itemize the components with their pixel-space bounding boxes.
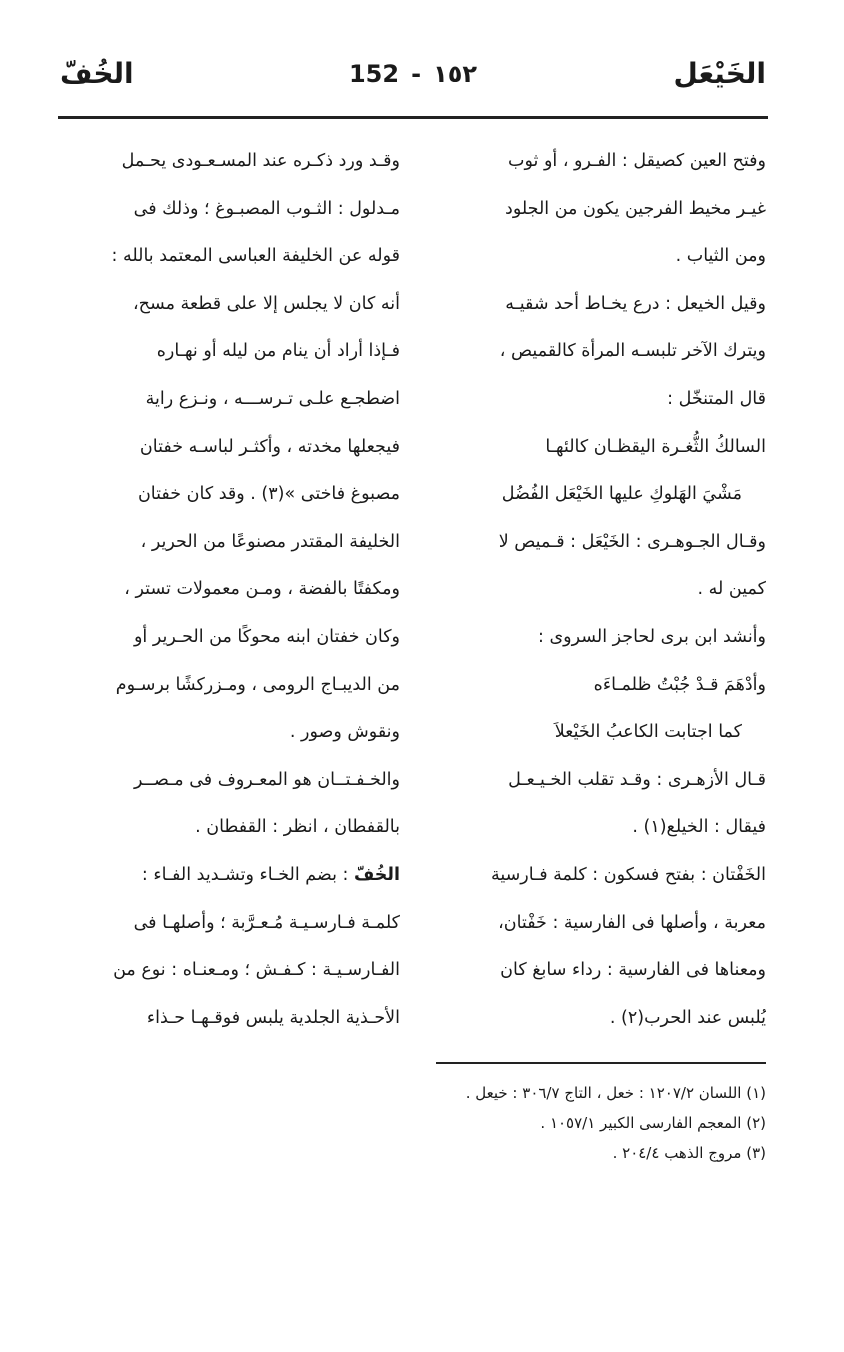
footnote-2: (٢) المعجم الفارسى الكبير ١٠٥٧/١ . (540, 1114, 766, 1132)
text-line: يُلبس عند الحرب(٢) . (609, 1007, 766, 1028)
text-line: وفتح العين كصيقل : الفـرو ، أو ثوب (508, 151, 766, 171)
text-line: معربة ، وأصلها فى الفارسية : خَفْتان، (498, 912, 766, 933)
text-line: فيجعلها مخدته ، وأكثـر لباسـه خفتان (139, 436, 400, 457)
text-line: الأحـذية الجلدية يلبس فوقـهـا حـذاء (146, 1007, 400, 1028)
verse-line: السالكُ الثُّغـرة اليقظـان كالئهـا (545, 436, 766, 457)
text-line: قوله عن الخليفة العباسى المعتمد بالله : (111, 246, 400, 267)
text-line: فيقال : الخيلع(١) . (632, 817, 766, 838)
text-line: ومعناها فى الفارسية : رداء سابغ كان (500, 960, 766, 981)
page-number (60, 52, 766, 96)
text-line: والخـفـتــان هو المعـروف فى مـصــر (134, 769, 400, 790)
text-line: أنه كان لا يجلس إلا على قطعة مسح، (133, 293, 400, 314)
entry-headword: الخُفّ (353, 864, 400, 885)
text-line: ونقوش وصور . (289, 722, 400, 743)
verse-line: وأدْهَمَ قـدْ جُبْتُ ظلمـاءَه (593, 674, 766, 695)
text-line: الفـارسـيـة : كـفـش ؛ ومـعنـاه : نوع من (113, 960, 400, 981)
text-line: قال المتنخّل : (667, 388, 766, 409)
text-line: كلمـة فـارسـيـة مُـعـرَّبة ؛ وأصلهـا فى (133, 912, 400, 933)
entry-definition: : بضم الخـاء وتشـديد الفـاء : (141, 864, 354, 885)
text-line: مـدلول : الثـوب المصبـوغ ؛ وذلك فى (133, 198, 400, 219)
page-header (60, 52, 766, 102)
text-line: وأنشد ابن برى لحاجز السروى : (537, 626, 766, 647)
text-line: فـإذا أراد أن ينام من ليله أو نهـاره (156, 341, 400, 362)
text-line: غيـر مخيط الفرجين يكون من الجلود (505, 198, 766, 219)
text-line: الخَفْتان : بفتح فسكون : كلمة فـارسية (490, 864, 766, 885)
footnote-rule (436, 1062, 766, 1064)
text-line: مصبوغ فاختى »(٣) . وقد كان خفتان (137, 484, 400, 505)
text-line: اضطجـع علـى تـرســـه ، ونـزع راية (145, 388, 400, 409)
verse-line: كما اجتابت الكاعبُ الخَيْعلاَ (554, 722, 742, 743)
verse-line: مَشْيَ الهَلوكِ عليها الخَيْعَل الفُضُل (501, 484, 742, 505)
running-head-right: الخَيْعَل (673, 57, 766, 90)
running-head-left: الخُفّ (60, 57, 134, 90)
left-column (66, 138, 400, 1042)
text-line: وقيل الخيعل : درع يخـاط أحد شقيـه (505, 293, 766, 314)
text-line: ويترك الآخر تلبسـه المرأة كالقميص ، (499, 341, 766, 362)
text-line: قـال الأزهـرى : وقـد تقلب الخـيـعـل (508, 769, 766, 790)
text-line: الخليفة المقتدر مصنوعًا من الحرير ، (140, 531, 400, 552)
header-rule (58, 116, 768, 119)
text-line: وقـال الجـوهـرى : الخَيْعَل : قـميص لا (498, 531, 766, 552)
text-line: من الديبـاج الرومى ، ومـزركشًا برسـوم (115, 674, 400, 695)
text-line: ومن الثياب . (675, 246, 766, 267)
text-line: كمين له . (697, 579, 766, 600)
text-line: بالقفطان ، انظر : القفطان . (195, 817, 400, 838)
page-number-arabic: ١٥٢ (433, 60, 478, 88)
text-line: وكان خفتان ابنه محوكًا من الحـرير أو (133, 626, 400, 647)
footnote-1: (١) اللسان ١٢٠٧/٢ : خعل ، التاج ٣٠٦/٧ : خيعل . (465, 1084, 766, 1102)
text-line: وقـد ورد ذكـره عند المسـعـودى يحـمل (121, 151, 400, 171)
page-number-separator: - (411, 60, 422, 88)
entry-line (66, 852, 400, 900)
text-line: ومكفتًا بالفضة ، ومـن معمولات تستر ، (124, 579, 400, 600)
footnotes (346, 1078, 766, 1168)
footnote-3: (٣) مروج الذهب ٢٠٤/٤ . (612, 1144, 766, 1162)
right-column (432, 138, 766, 1042)
page-number-latin: 152 (348, 60, 400, 88)
